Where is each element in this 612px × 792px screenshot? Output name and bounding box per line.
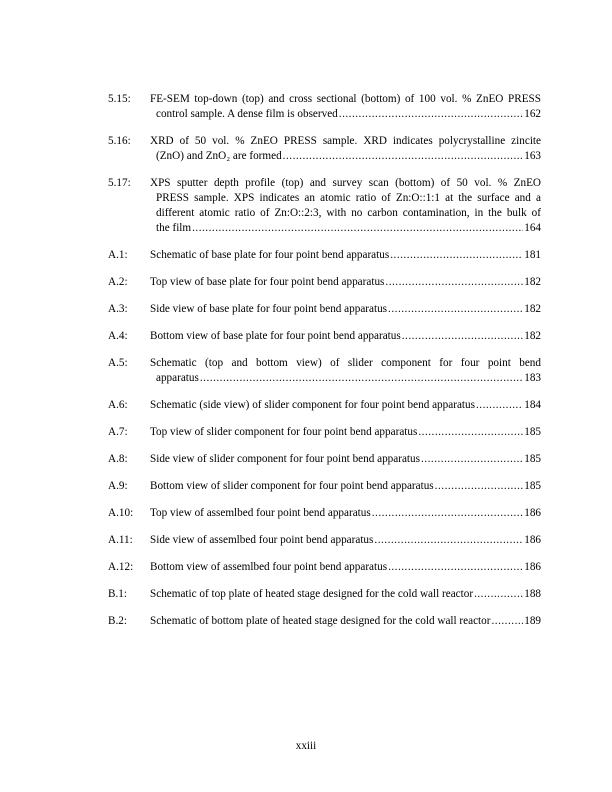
figure-number: B.2:	[108, 615, 127, 627]
caption-line: Schematic (top and bottom view) of slider component for four point bend	[150, 357, 541, 369]
toc-entry[interactable]	[108, 134, 541, 164]
dot-leader	[418, 425, 523, 440]
caption-text: Side view of slider component for four point bend apparatus	[150, 453, 420, 465]
dot-leader	[474, 587, 523, 602]
figure-number: B.1:	[108, 588, 127, 600]
caption-line: XRD of 50 vol. % ZnEO PRESS sample. XRD indicates polycrystalline zincite	[150, 135, 541, 147]
toc-entry[interactable]	[108, 587, 541, 602]
caption-line: XPS sputter depth profile (top) and survey scan (bottom) of 50 vol. % ZnEO	[150, 177, 541, 189]
caption-text: Schematic (side view) of slider component for four point bend apparatus	[150, 399, 475, 411]
caption-text: Bottom view of slider component for four point bend apparatus	[150, 480, 434, 492]
figure-number: A.1:	[108, 249, 128, 261]
page-ref[interactable]: 188	[524, 588, 541, 600]
dot-leader	[192, 221, 523, 236]
dot-leader	[421, 452, 523, 467]
figure-number: A.10:	[108, 507, 134, 519]
toc-entry[interactable]	[108, 479, 541, 494]
dot-leader	[388, 302, 523, 317]
page-number: xxiii	[295, 740, 317, 752]
figure-number: A.11:	[108, 534, 133, 546]
toc-entry[interactable]	[108, 533, 541, 548]
figure-number: A.6:	[108, 399, 128, 411]
caption-text: Bottom view of base plate for four point bend apparatus	[150, 330, 401, 342]
dot-leader	[476, 398, 523, 413]
caption-line: different atomic ratio of Zn:O::2:3, with no carbon contamination, in the bulk of	[156, 207, 541, 219]
toc-entry[interactable]	[108, 329, 541, 344]
toc-entry[interactable]	[108, 302, 541, 317]
page-ref[interactable]: 185	[524, 426, 541, 438]
list-of-figures	[108, 92, 541, 641]
toc-entry[interactable]	[108, 398, 541, 413]
toc-entry[interactable]	[108, 452, 541, 467]
page-ref[interactable]: 185	[524, 453, 541, 465]
toc-entry[interactable]	[108, 92, 541, 122]
caption-text: Schematic of base plate for four point bend apparatus	[150, 249, 390, 261]
figure-number: A.2:	[108, 276, 128, 288]
figure-number: A.5:	[108, 357, 128, 369]
toc-entry[interactable]	[108, 248, 541, 263]
toc-entry[interactable]	[108, 275, 541, 290]
caption-text: Top view of base plate for four point bend apparatus	[150, 276, 385, 288]
dot-leader	[491, 614, 523, 629]
page-ref[interactable]: 181	[524, 249, 541, 261]
page-ref[interactable]: 185	[524, 480, 541, 492]
caption-text: Bottom view of assemlbed four point bend apparatus	[150, 561, 388, 573]
page-ref[interactable]: 164	[524, 222, 541, 234]
caption-text: Schematic of bottom plate of heated stage designed for the cold wall reactor	[150, 615, 491, 627]
caption-text: (ZnO) and ZnO₂ are formed	[156, 150, 282, 162]
dot-leader	[388, 560, 523, 575]
toc-entry[interactable]	[108, 425, 541, 440]
caption-text: Side view of assemlbed four point bend apparatus	[150, 534, 374, 546]
page-ref[interactable]: 184	[524, 399, 541, 411]
figure-number: A.7:	[108, 426, 128, 438]
toc-entry[interactable]	[108, 356, 541, 386]
page-ref[interactable]: 162	[524, 108, 541, 120]
caption-text: apparatus	[156, 372, 199, 384]
figure-number: A.9:	[108, 480, 128, 492]
dot-leader	[385, 275, 523, 290]
figure-number: A.3:	[108, 303, 128, 315]
page-ref[interactable]: 182	[524, 276, 541, 288]
caption-text: Top view of slider component for four point bend apparatus	[150, 426, 418, 438]
toc-entry[interactable]	[108, 176, 541, 236]
figure-number: 5.17:	[108, 177, 131, 189]
page-ref[interactable]: 186	[524, 561, 541, 573]
figure-number: A.4:	[108, 330, 128, 342]
dot-leader	[200, 371, 523, 386]
caption-text: Schematic of top plate of heated stage designed for the cold wall reactor	[150, 588, 474, 600]
figure-number: A.12:	[108, 561, 134, 573]
caption-text: Top view of assemlbed four point bend apparatus	[150, 507, 371, 519]
toc-entry[interactable]	[108, 506, 541, 521]
page-ref[interactable]: 189	[524, 615, 541, 627]
caption-line: PRESS sample. XPS indicates an atomic ratio of Zn:O::1:1 at the surface and a	[156, 192, 541, 204]
toc-entry[interactable]	[108, 560, 541, 575]
dot-leader	[339, 107, 523, 122]
caption-text: control sample. A dense film is observed	[156, 108, 338, 120]
page-ref[interactable]: 183	[524, 372, 541, 384]
dot-leader	[390, 248, 523, 263]
caption-text: Side view of base plate for four point bend apparatus	[150, 303, 388, 315]
page-ref[interactable]: 182	[524, 303, 541, 315]
dot-leader	[374, 533, 523, 548]
caption-text: the film	[156, 222, 192, 234]
dot-leader	[402, 329, 523, 344]
page-ref[interactable]: 186	[524, 507, 541, 519]
caption-line: FE-SEM top-down (top) and cross sectional (bottom) of 100 vol. % ZnEO PRESS	[150, 93, 541, 105]
dot-leader	[372, 506, 523, 521]
dot-leader	[435, 479, 524, 494]
page-ref[interactable]: 163	[524, 150, 541, 162]
page-ref[interactable]: 186	[524, 534, 541, 546]
figure-number: A.8:	[108, 453, 128, 465]
figure-number: 5.16:	[108, 135, 131, 147]
figure-number: 5.15:	[108, 93, 131, 105]
page-ref[interactable]: 182	[524, 330, 541, 342]
toc-entry[interactable]	[108, 614, 541, 629]
dot-leader	[283, 149, 524, 164]
